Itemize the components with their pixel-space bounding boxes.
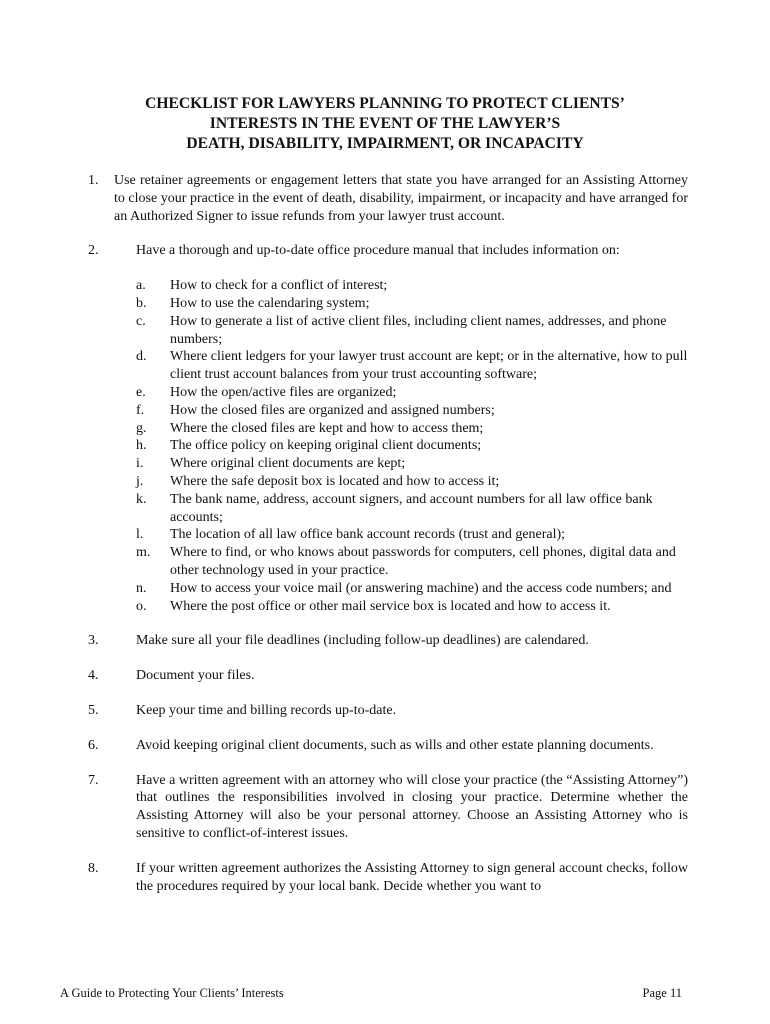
- sub-letter: f.: [136, 402, 145, 418]
- sub-letter: j.: [136, 473, 144, 489]
- sub-letter: o.: [136, 598, 147, 614]
- sub-text: Where the post office or other mail service box is located and how to access it.: [170, 598, 611, 614]
- sub-text: Where client ledgers for your lawyer trust account are kept; or in the alternative, how to pull client trust account balances from your trust accounting software;: [170, 349, 688, 383]
- sub-letter: k.: [136, 491, 147, 507]
- sub-letter: n.: [136, 580, 147, 596]
- sub-letter: h.: [136, 438, 147, 454]
- checklist-item-1: [88, 172, 688, 225]
- sub-letter: e.: [136, 384, 146, 400]
- sub-letter: a.: [136, 278, 146, 294]
- item-number: 1.: [88, 173, 99, 188]
- sub-text: How to generate a list of active client files, including client names, addresses, and phone numbers;: [170, 313, 667, 347]
- item-number: 2.: [88, 243, 99, 259]
- title-line-1: CHECKLIST FOR LAWYERS PLANNING TO PROTECT CLIENTS’: [145, 95, 625, 112]
- item-number: 4.: [88, 668, 99, 684]
- sub-item-c: [136, 313, 688, 349]
- sub-text: How to access your voice mail (or answering machine) and the access code numbers; and: [170, 580, 672, 596]
- sub-letter: d.: [136, 349, 147, 365]
- title-line-2: INTERESTS IN THE EVENT OF THE LAWYER’S: [209, 115, 561, 132]
- sub-text: Where the closed files are kept and how to access them;: [170, 420, 484, 436]
- sub-text: Where to find, or who knows about passwords for computers, cell phones, digital data and other technology used in your practice.: [170, 545, 676, 578]
- item-text: Have a written agreement with an attorney who will close your practice (the “Assisting Attorney”) that outlines the responsibilities involved in closing your practice. Determine whether the Assisting Attorney will also be your personal attorney. Choose an Assisting Attorney who is sensitive to conflict-of-interest issues.: [136, 772, 688, 841]
- sub-letter: m.: [136, 545, 151, 561]
- checklist-item-3: [88, 632, 688, 650]
- sub-text: How the open/active files are organized;: [170, 384, 397, 400]
- sub-letter: g.: [136, 420, 147, 436]
- sub-text: Where original client documents are kept;: [170, 456, 406, 472]
- item-text: Document your files.: [136, 668, 255, 684]
- sub-letter: b.: [136, 295, 147, 311]
- item-text: Make sure all your file deadlines (including follow-up deadlines) are calendared.: [136, 633, 589, 649]
- item-number: 8.: [88, 860, 99, 876]
- title-line-3: DEATH, DISABILITY, IMPAIRMENT, OR INCAPACITY: [186, 135, 584, 152]
- sub-letter: i.: [136, 456, 144, 472]
- checklist-item-7: [88, 772, 688, 843]
- sub-item-k: [136, 491, 688, 527]
- checklist-item-4: [88, 667, 688, 685]
- sub-item-j: [136, 473, 688, 491]
- item-text: Use retainer agreements or engagement letters that state you have arranged for an Assisting Attorney to close your practice in the event of death, disability, impairment, or incapacity and have arranged for an Authorized Signer to issue refunds from your lawyer trust account.: [114, 173, 688, 224]
- checklist-body: [88, 172, 688, 895]
- sub-item-i: [136, 455, 688, 473]
- sub-letter: c.: [136, 313, 146, 329]
- sub-item-o: [136, 598, 688, 616]
- checklist-item-8: [88, 860, 688, 896]
- item-text: If your written agreement authorizes the Assisting Attorney to sign general account checks, follow the procedures required by your local bank. Decide whether you want to: [136, 860, 688, 894]
- sub-text: The bank name, address, account signers, and account numbers for all law office bank accounts;: [170, 491, 653, 525]
- sub-text: The location of all law office bank account records (trust and general);: [170, 527, 566, 543]
- sub-item-a: [136, 277, 688, 295]
- footer-page-number: Page 11: [642, 986, 682, 1000]
- sub-item-m: [136, 544, 688, 580]
- sub-item-f: [136, 402, 688, 420]
- sub-item-h: [136, 437, 688, 455]
- checklist-item-5: [88, 702, 688, 720]
- sub-item-l: [136, 526, 688, 544]
- item-number: 6.: [88, 737, 99, 753]
- document-title: [60, 94, 710, 154]
- item-text: Keep your time and billing records up-to-date.: [136, 702, 397, 718]
- sub-text: How to check for a conflict of interest;: [170, 278, 388, 294]
- sub-item-e: [136, 384, 688, 402]
- sub-item-b: [136, 295, 688, 313]
- sub-text: The office policy on keeping original client documents;: [170, 438, 482, 454]
- sub-item-g: [136, 420, 688, 438]
- item-number: 5.: [88, 702, 99, 718]
- footer-guide-title: A Guide to Protecting Your Clients’ Interests: [60, 986, 284, 1000]
- sub-item-d: [136, 348, 688, 384]
- sub-text: Where the safe deposit box is located and how to access it;: [170, 473, 500, 489]
- item-text: Have a thorough and up-to-date office procedure manual that includes information on:: [136, 243, 620, 259]
- sub-item-n: [136, 580, 688, 598]
- checklist-item-6: [88, 737, 688, 755]
- sub-list: [88, 277, 688, 615]
- sub-text: How the closed files are organized and assigned numbers;: [170, 402, 495, 418]
- sub-letter: l.: [136, 527, 144, 543]
- checklist-item-2: [88, 242, 688, 260]
- sub-text: How to use the calendaring system;: [170, 295, 370, 311]
- item-text: Avoid keeping original client documents, such as wills and other estate planning documents.: [136, 737, 654, 753]
- item-number: 3.: [88, 633, 99, 649]
- item-number: 7.: [88, 772, 99, 788]
